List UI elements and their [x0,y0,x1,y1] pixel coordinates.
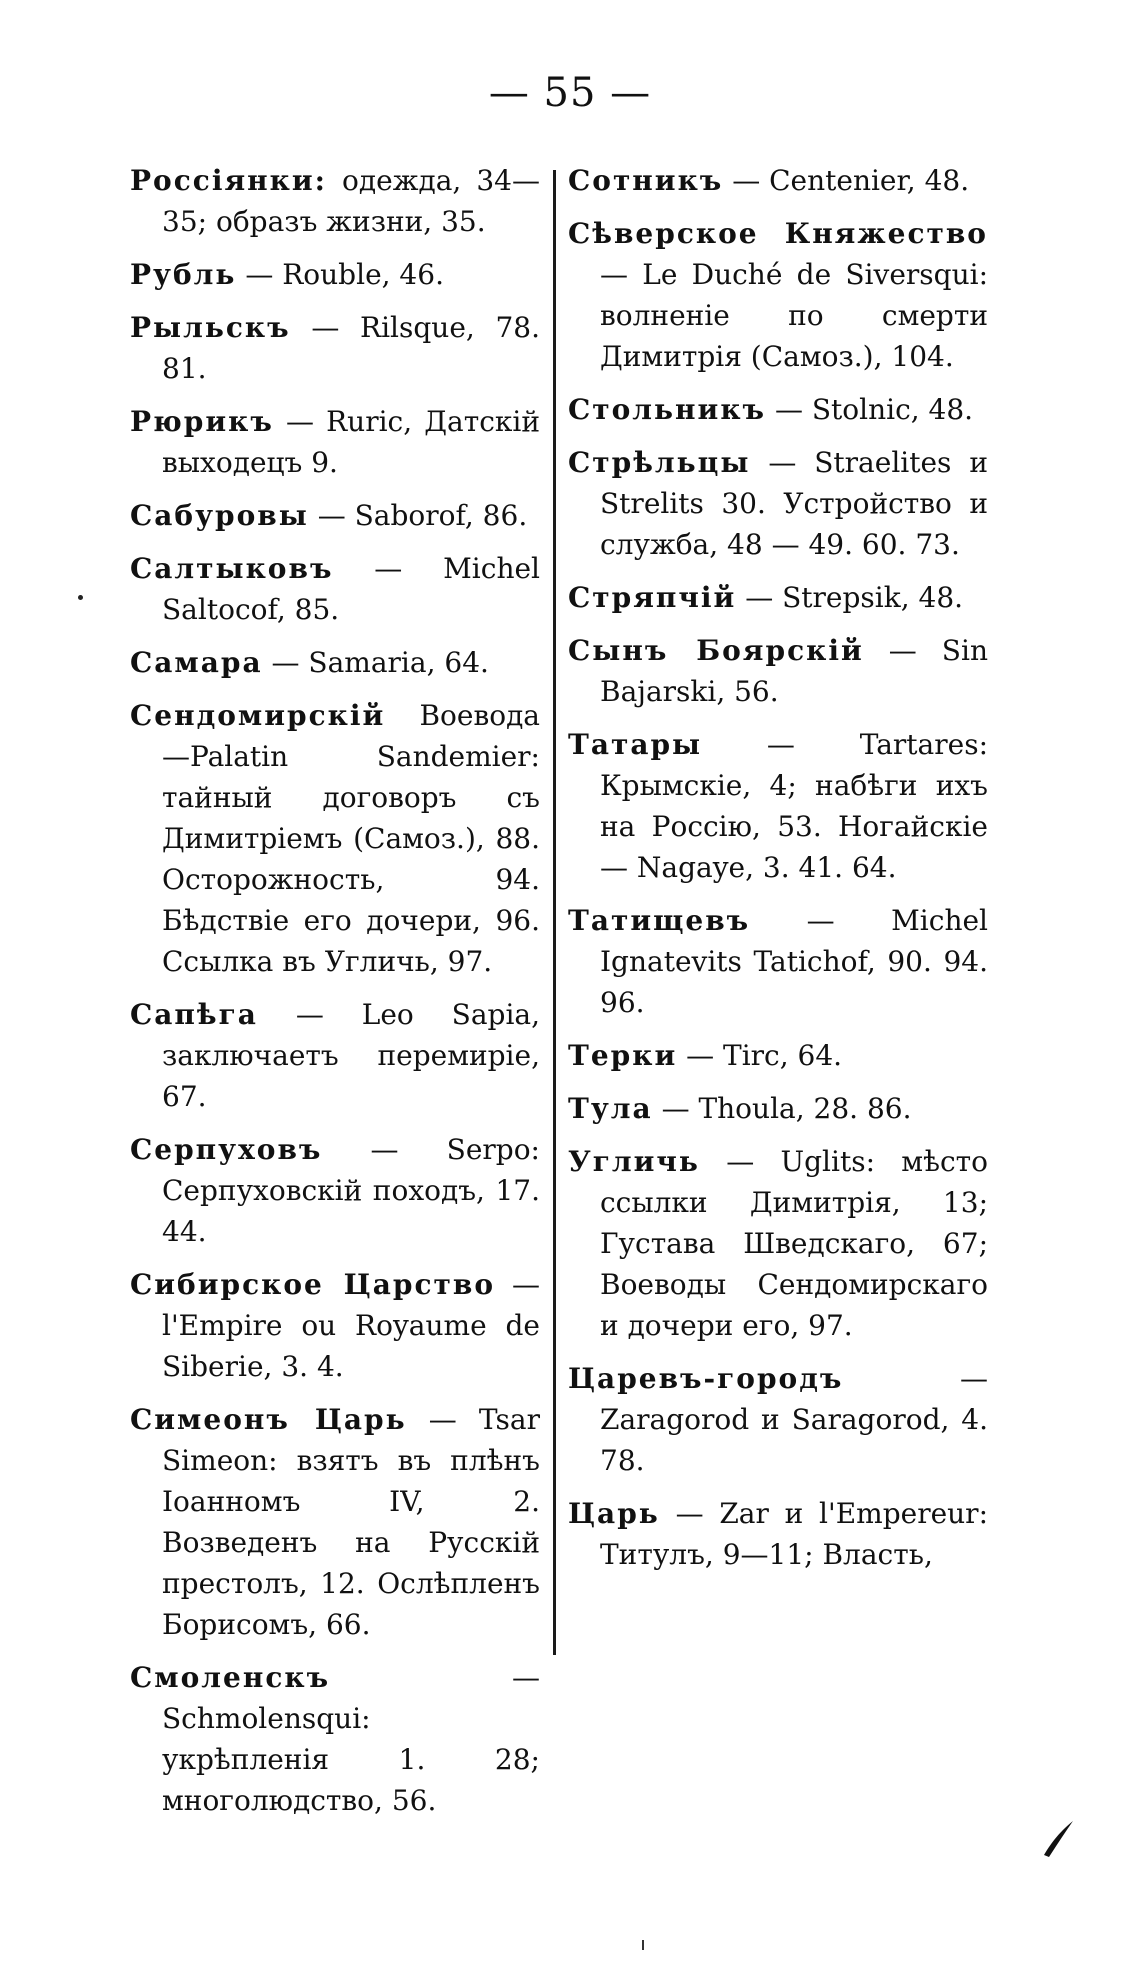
index-entry [130,495,540,536]
index-entry [130,401,540,483]
index-entry [130,1399,540,1645]
entry-text: — Uglits: мѣсто ссылки Димитрія, 13; Густава Шведскаго, 67; Воеводы Сендомирскаго и дочери его, 97. [600,1145,988,1342]
entry-text: — Rilsque, 78. 81. [162,311,540,385]
entry-text: — Strepsik, 48. [745,581,964,614]
entry-headword: Россіянки: [130,164,327,197]
entry-headword: Самара [130,646,263,679]
index-entry [130,1657,540,1821]
entry-headword: Татищевъ [568,904,751,937]
entry-text: — Stolnic, 48. [774,393,974,426]
index-column-left [130,160,540,1833]
index-entry [130,307,540,389]
entry-headword: Татары [568,728,703,761]
entry-headword: Рыльскъ [130,311,291,344]
index-entry [130,994,540,1117]
column-divider [553,170,556,1655]
entry-text: — l'Empire ou Royaume de Siberie, 3. 4. [162,1268,541,1383]
index-entry [130,548,540,630]
index-entry [568,389,988,430]
index-entry [568,724,988,888]
index-entry [568,900,988,1023]
entry-headword: Угличь [568,1145,700,1178]
entry-headword: Терки [568,1039,678,1072]
entry-headword: Смоленскъ [130,1661,331,1694]
index-entry [568,213,988,377]
entry-headword: Серпуховъ [130,1133,323,1166]
entry-headword: Сендомирскій [130,699,386,732]
entry-text: — Tirc, 64. [686,1039,843,1072]
entry-headword: Тула [568,1092,653,1125]
entry-text: — Samaria, 64. [271,646,489,679]
entry-headword: Стрѣльцы [568,446,751,479]
page-tick-mark [642,1940,644,1950]
entry-text: — Ruric, Датскій выходецъ 9. [162,405,540,479]
entry-text: — Zar и l'Empereur: Титулъ, 9—11; Власть, [600,1497,989,1571]
entry-text: — Thoula, 28. 86. [661,1092,912,1125]
entry-headword: Сабуровы [130,499,309,532]
index-entry [130,642,540,683]
entry-headword: Царь [568,1497,660,1530]
index-entry [130,1264,540,1387]
entry-text: — Tartares: Крымскіе, 4; набѣги ихъ на Россію, 53. Ногайскіе — Nagaye, 3. 41. 64. [600,728,988,884]
entry-text: — Centenier, 48. [732,164,970,197]
index-entry [568,630,988,712]
entry-text: Воевода—Palatin Sandemier: тайный договоръ съ Димитріемъ (Самоз.), 88. Осторожность, 94. Бѣдствіе его дочери, 96. Ссылка въ Угличь, 97. [162,699,540,978]
entry-text: — Le Duché de Siversqui: волненіе по смерти Димитрія (Самоз.), 104. [600,258,988,373]
index-entry [568,1141,988,1346]
ink-stroke-mark [1040,1815,1076,1859]
index-entry [568,1035,988,1076]
entry-text: — Sin Bajarski, 56. [600,634,988,708]
entry-text: — Straelites и Strelits 30. Устройство и служба, 48 — 49. 60. 73. [600,446,988,561]
entry-headword: Сѣверское Княжество [568,217,988,250]
entry-headword: Стряпчій [568,581,737,614]
index-entry [130,695,540,982]
index-entry [568,442,988,565]
entry-headword: Рубль [130,258,237,291]
entry-text: — Schmolensqui: укрѣпленія 1. 28; многолюдство, 56. [162,1661,540,1817]
index-entry [568,1493,988,1575]
entry-headword: Стольникъ [568,393,767,426]
index-entry [568,1358,988,1481]
page-number: — 55 — [488,70,652,116]
entry-headword: Сынъ Боярскій [568,634,864,667]
entry-headword: Сапѣга [130,998,258,1031]
index-column-right [568,160,988,1587]
entry-text: одежда, 34—35; образъ жизни, 35. [162,164,540,238]
entry-text: — Michel Saltocof, 85. [162,552,540,626]
entry-headword: Царевъ-городъ [568,1362,844,1395]
entry-text: — Rouble, 46. [245,258,444,291]
entry-text: — Tsar Simeon: взятъ въ плѣнъ Іоанномъ IV, 2. Возведенъ на Русскій престолъ, 12. Ослѣпленъ Борисомъ, 66. [162,1403,540,1641]
margin-speck [78,595,83,600]
entry-headword: Симеонъ Царь [130,1403,407,1436]
index-entry [130,254,540,295]
entry-text: — Serpo: Серпуховскій походъ, 17. 44. [162,1133,540,1248]
entry-headword: Салтыковъ [130,552,334,585]
index-entry [568,577,988,618]
entry-text: — Leo Sapia, заключаетъ перемиріе, 67. [162,998,540,1113]
index-entry [568,160,988,201]
index-entry [130,1129,540,1252]
entry-headword: Рюрикъ [130,405,274,438]
entry-text: — Michel Ignatevits Tatichof, 90. 94. 96. [600,904,988,1019]
index-entry [130,160,540,242]
entry-headword: Сотникъ [568,164,724,197]
entry-text: — Saborof, 86. [317,499,528,532]
entry-text: — Zaragorod и Saragorod, 4. 78. [600,1362,988,1477]
entry-headword: Сибирское Царство [130,1268,495,1301]
index-entry [568,1088,988,1129]
